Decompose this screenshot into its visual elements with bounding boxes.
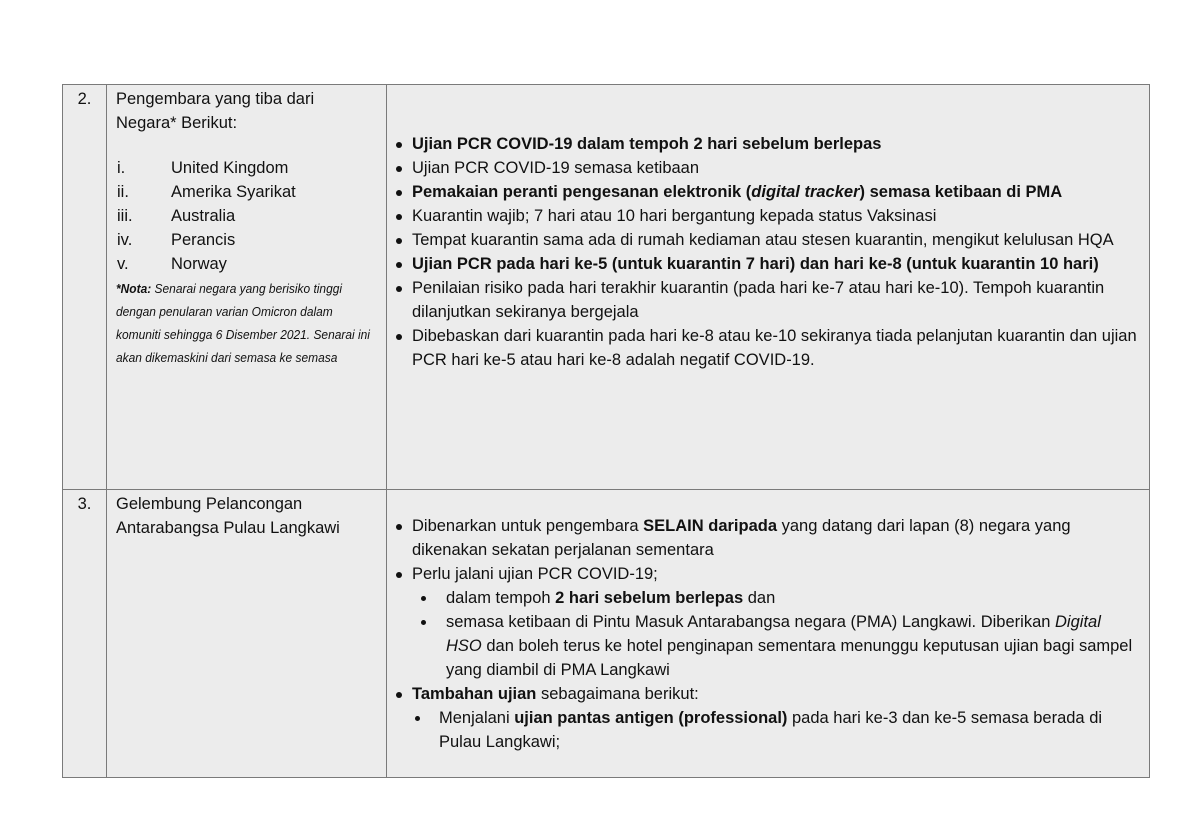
country-name: Norway (171, 255, 227, 273)
category-title: Pengembara yang tiba dari Negara* Berikut: (116, 90, 315, 132)
country-name: United Kingdom (171, 159, 289, 177)
requirements-list (393, 514, 1141, 754)
category-cell (107, 490, 387, 778)
omicron-note: *Nota: Senarai negara yang berisiko tinggi dengan penularan varian Omicron dalam komuniti sehingga 6 Disember 2021. Senarai ini akan dikemaskini dari semasa ke semasa (116, 281, 370, 365)
list-item: Menjalani ujian pantas antigen (professional) pada hari ke-3 dan ke-5 semasa berada di Pulau Langkawi; (412, 706, 1141, 754)
list-item: iv. Perancis (116, 228, 380, 252)
list-item: Perlu jalani ujian PCR COVID-19; dalam tempoh 2 hari sebelum berlepas dan semasa ketibaan di Pintu Masuk Antarabangsa negara (PMA) Langkawi. Diberikan Digital HSO dan boleh terus ke hotel penginapan sementara menunggu keputusan ujian bagi sampel yang diambil di PMA Langkawi (393, 562, 1141, 682)
travel-rules-table (62, 84, 1150, 778)
row-number: 3. (63, 490, 107, 778)
list-item: i. United Kingdom (116, 156, 380, 180)
requirements-list (393, 132, 1141, 372)
requirements-cell (387, 85, 1150, 490)
country-name: Australia (171, 207, 236, 225)
list-item: Dibenarkan untuk pengembara SELAIN daripada yang datang dari lapan (8) negara yang dikenakan sekatan perjalanan sementara (393, 514, 1141, 562)
row-number: 2. (63, 85, 107, 490)
list-item: Pemakaian peranti pengesanan elektronik (digital tracker) semasa ketibaan di PMA (393, 180, 1141, 204)
list-item: v. Norway (116, 252, 380, 276)
table-row (63, 85, 1150, 490)
list-item: Ujian PCR pada hari ke-5 (untuk kuarantin 7 hari) dan hari ke-8 (untuk kuarantin 10 hari) (393, 252, 1141, 276)
table-row (63, 490, 1150, 778)
list-item: Tambahan ujian sebagaimana berikut: Menjalani ujian pantas antigen (professional) pada hari ke-3 dan ke-5 semasa berada di Pulau Langkawi; (393, 682, 1141, 754)
list-item: Ujian PCR COVID-19 dalam tempoh 2 hari sebelum berlepas (393, 132, 1141, 156)
list-item: iii. Australia (116, 204, 380, 228)
category-title: Gelembung Pelancongan Antarabangsa Pulau Langkawi (116, 495, 340, 537)
country-name: Amerika Syarikat (171, 183, 296, 201)
country-list (116, 156, 380, 276)
country-name: Perancis (171, 231, 236, 249)
list-item: Penilaian risiko pada hari terakhir kuarantin (pada hari ke-7 atau hari ke-10). Tempoh kuarantin dilanjutkan sekiranya bergejala (393, 276, 1141, 324)
list-item: dalam tempoh 2 hari sebelum berlepas dan (412, 586, 1141, 610)
sub-list (412, 706, 1141, 754)
list-item: Ujian PCR COVID-19 semasa ketibaan (393, 156, 1141, 180)
sub-list (412, 586, 1141, 682)
list-item: Kuarantin wajib; 7 hari atau 10 hari bergantung kepada status Vaksinasi (393, 204, 1141, 228)
requirements-cell (387, 490, 1150, 778)
list-item: Tempat kuarantin sama ada di rumah kediaman atau stesen kuarantin, mengikut kelulusan HQA (393, 228, 1141, 252)
list-item: Dibebaskan dari kuarantin pada hari ke-8 atau ke-10 sekiranya tiada pelanjutan kuarantin dan ujian PCR hari ke-5 atau hari ke-8 adalah negatif COVID-19. (393, 324, 1141, 372)
category-cell (107, 85, 387, 490)
list-item: ii. Amerika Syarikat (116, 180, 380, 204)
list-item: semasa ketibaan di Pintu Masuk Antarabangsa negara (PMA) Langkawi. Diberikan Digital HSO dan boleh terus ke hotel penginapan sementara menunggu keputusan ujian bagi sampel yang diambil di PMA Langkawi (412, 610, 1141, 682)
